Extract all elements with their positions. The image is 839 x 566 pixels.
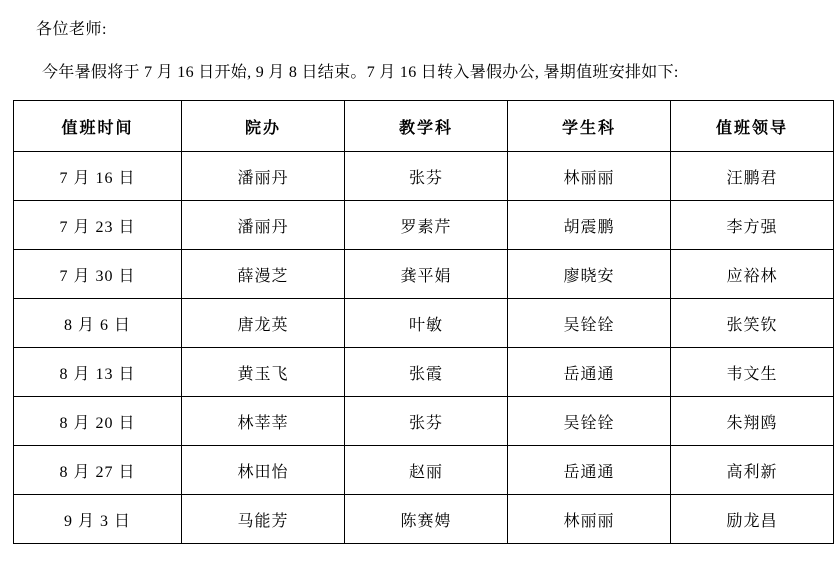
cell-duty-leader: 汪鹏君 <box>671 152 834 201</box>
cell-duty-leader: 高利新 <box>671 446 834 495</box>
cell-yuanban: 潘丽丹 <box>182 201 345 250</box>
cell-jiaoxueke: 罗素芹 <box>345 201 508 250</box>
cell-jiaoxueke: 张芬 <box>345 397 508 446</box>
cell-xueshengke: 林丽丽 <box>508 495 671 544</box>
cell-duty-leader: 励龙昌 <box>671 495 834 544</box>
table-row <box>14 446 834 495</box>
column-header-jiaoxueke: 教学科 <box>345 101 508 152</box>
cell-jiaoxueke: 龚平娟 <box>345 250 508 299</box>
cell-yuanban: 马能芳 <box>182 495 345 544</box>
column-header-duty-time: 值班时间 <box>14 101 182 152</box>
cell-duty-leader: 李方强 <box>671 201 834 250</box>
column-header-xueshengke: 学生科 <box>508 101 671 152</box>
cell-xueshengke: 林丽丽 <box>508 152 671 201</box>
table-row <box>14 152 834 201</box>
cell-duty-leader: 应裕林 <box>671 250 834 299</box>
table-row <box>14 397 834 446</box>
duty-schedule-table <box>13 100 834 544</box>
column-header-duty-leader: 值班领导 <box>671 101 834 152</box>
cell-duty-time: 8 月 13 日 <box>14 348 182 397</box>
cell-yuanban: 林田怡 <box>182 446 345 495</box>
cell-duty-time: 7 月 30 日 <box>14 250 182 299</box>
cell-jiaoxueke: 张霞 <box>345 348 508 397</box>
cell-yuanban: 薛漫芝 <box>182 250 345 299</box>
cell-duty-time: 8 月 20 日 <box>14 397 182 446</box>
cell-duty-time: 8 月 6 日 <box>14 299 182 348</box>
cell-xueshengke: 岳通通 <box>508 446 671 495</box>
cell-duty-time: 8 月 27 日 <box>14 446 182 495</box>
cell-xueshengke: 吴铨铨 <box>508 397 671 446</box>
cell-jiaoxueke: 叶敏 <box>345 299 508 348</box>
cell-duty-leader: 张笑钦 <box>671 299 834 348</box>
table-row <box>14 495 834 544</box>
table-header-row <box>14 101 834 152</box>
cell-jiaoxueke: 张芬 <box>345 152 508 201</box>
table-row <box>14 299 834 348</box>
document-page <box>0 20 839 566</box>
cell-yuanban: 林莘莘 <box>182 397 345 446</box>
intro-paragraph: 今年暑假将于 7 月 16 日开始, 9 月 8 日结束。7 月 16 日转入暑假办公, 暑期值班安排如下: <box>42 64 679 82</box>
cell-jiaoxueke: 赵丽 <box>345 446 508 495</box>
cell-yuanban: 黄玉飞 <box>182 348 345 397</box>
cell-yuanban: 潘丽丹 <box>182 152 345 201</box>
table-row <box>14 250 834 299</box>
cell-yuanban: 唐龙英 <box>182 299 345 348</box>
cell-duty-leader: 朱翔鸥 <box>671 397 834 446</box>
cell-duty-time: 7 月 16 日 <box>14 152 182 201</box>
cell-xueshengke: 胡震鹏 <box>508 201 671 250</box>
table-row <box>14 201 834 250</box>
salutation-line: 各位老师: <box>36 21 107 38</box>
cell-duty-leader: 韦文生 <box>671 348 834 397</box>
cell-xueshengke: 吴铨铨 <box>508 299 671 348</box>
cell-jiaoxueke: 陈赛娉 <box>345 495 508 544</box>
cell-duty-time: 9 月 3 日 <box>14 495 182 544</box>
table-row <box>14 348 834 397</box>
column-header-yuanban: 院办 <box>182 101 345 152</box>
cell-xueshengke: 廖晓安 <box>508 250 671 299</box>
cell-duty-time: 7 月 23 日 <box>14 201 182 250</box>
cell-xueshengke: 岳通通 <box>508 348 671 397</box>
